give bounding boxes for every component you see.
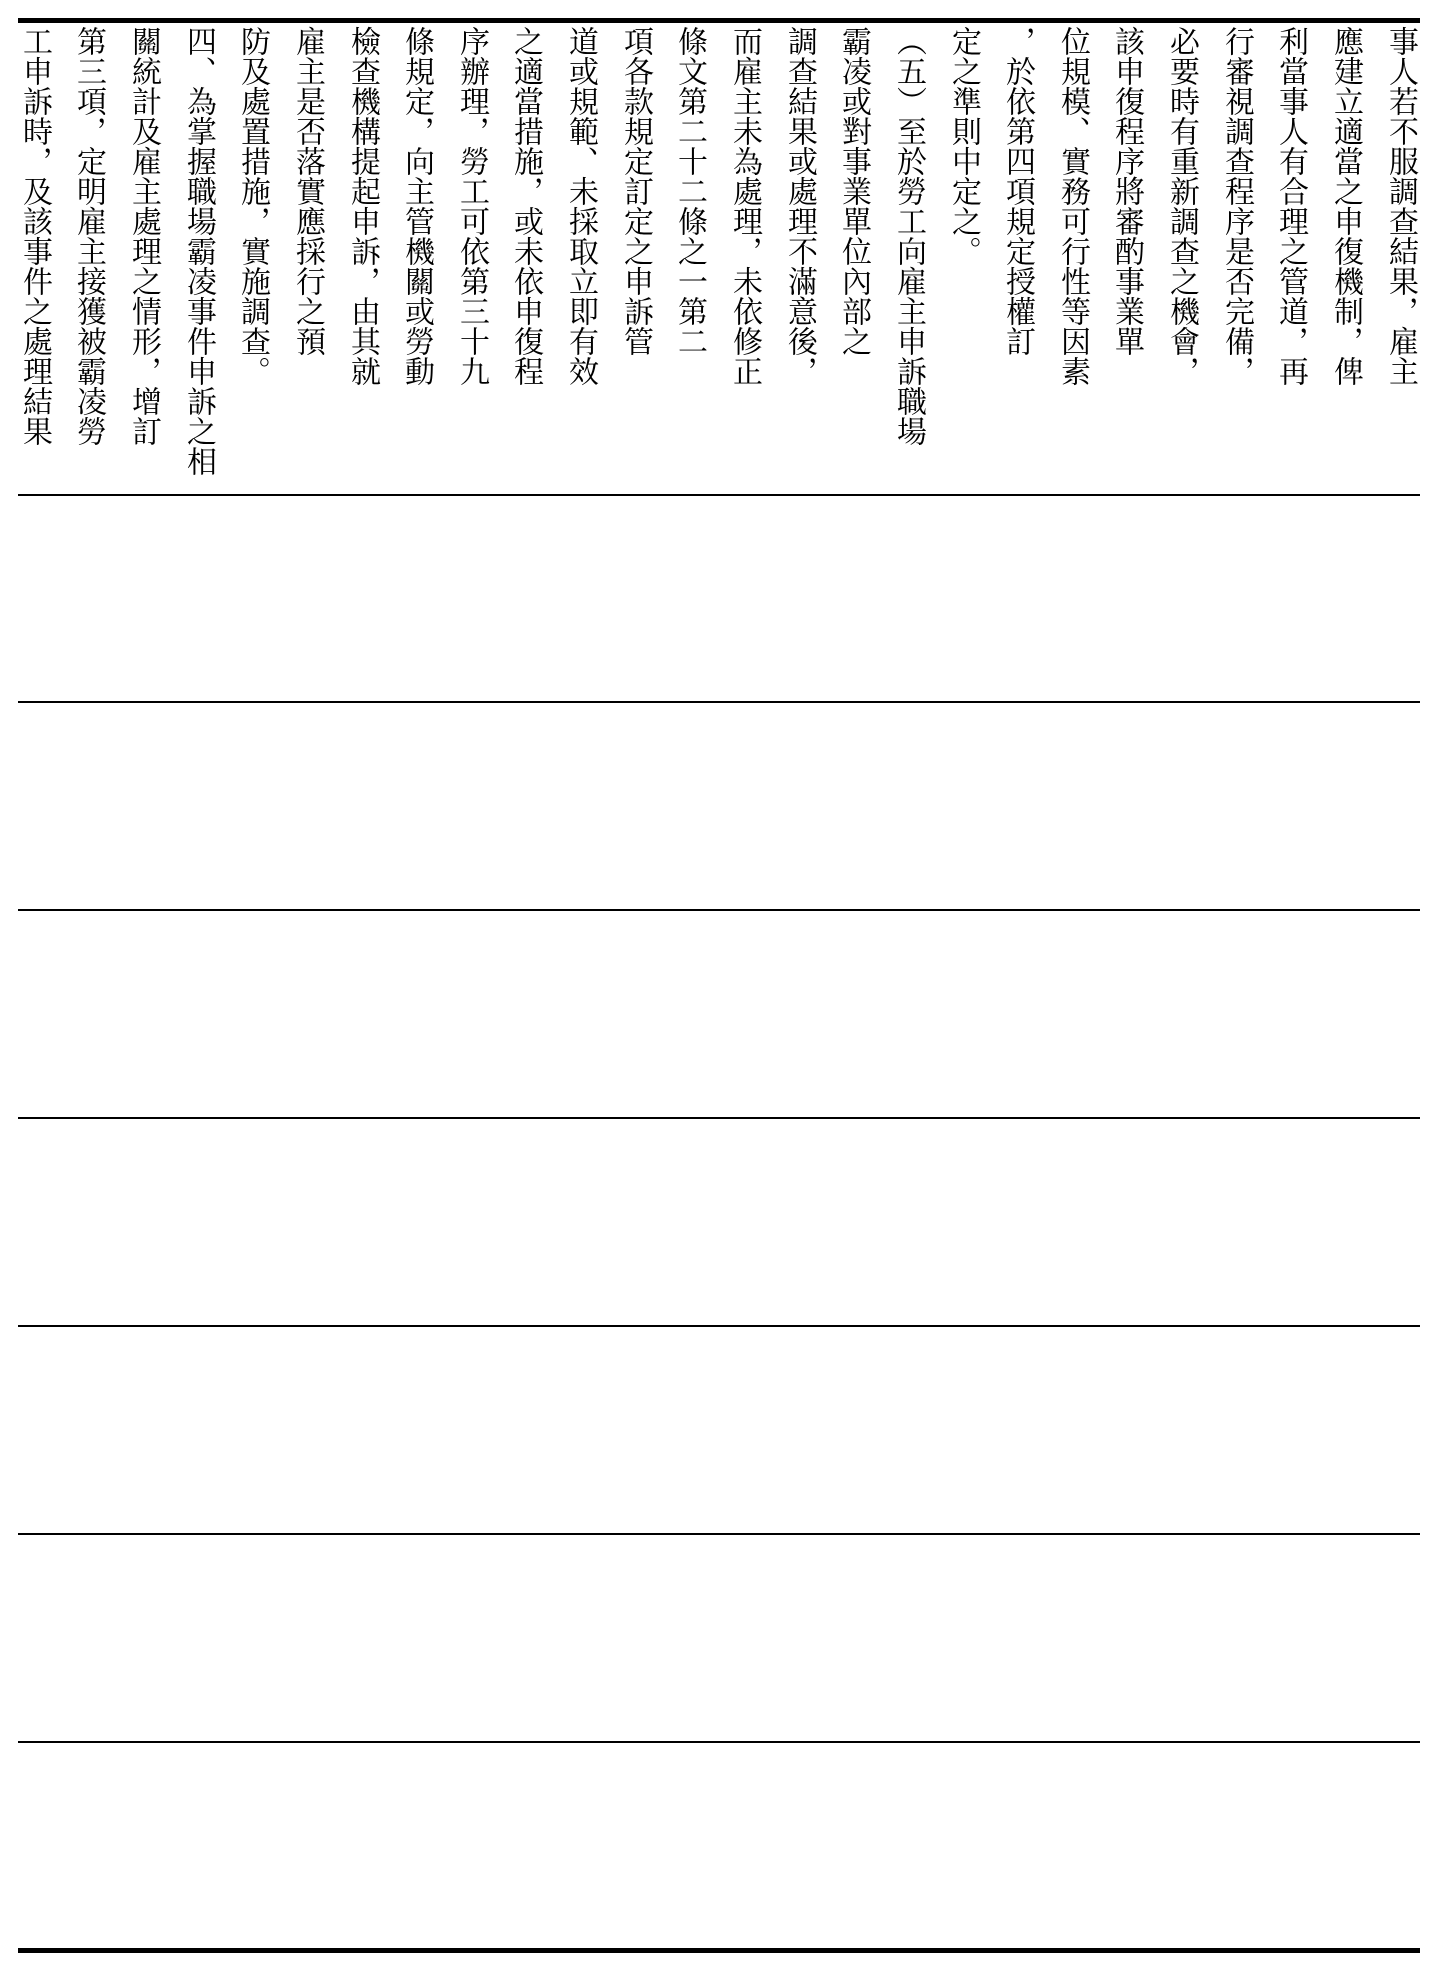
text-column-3: 利當事人有合理之管道，再	[1273, 26, 1308, 386]
text-column-21: 雇主是否落實應採行之預	[290, 26, 325, 356]
text-column-18: 序辦理，勞工可依第三十九	[454, 26, 489, 386]
vertical-text-block	[18, 26, 1420, 494]
text-column-8: ，於依第四項規定授權訂	[1000, 26, 1035, 356]
text-column-11: 霸凌或對事業單位內部之	[836, 26, 871, 356]
text-column-20: 檢查機構提起申訴，由其就	[345, 26, 380, 386]
ruled-line-7	[18, 1741, 1420, 1743]
text-column-9: 定之準則中定之。	[946, 26, 981, 266]
text-column-15: 項各款規定訂定之申訴管	[618, 26, 653, 356]
text-column-25: 第三項，定明雇主接獲被霸凌勞	[71, 26, 106, 446]
bottom-border-rule	[18, 1948, 1420, 1953]
text-column-10: （五）至於勞工向雇主申訴職場	[891, 26, 926, 446]
ruled-line-3	[18, 909, 1420, 911]
text-column-4: 行審視調查程序是否完備，	[1219, 26, 1254, 386]
text-column-1: 事人若不服調查結果，雇主	[1383, 26, 1418, 386]
ruled-line-1	[18, 494, 1420, 496]
ruled-line-6	[18, 1533, 1420, 1535]
text-column-22: 防及處置措施，實施調查。	[235, 26, 270, 386]
top-border-rule	[18, 18, 1420, 23]
text-column-5: 必要時有重新調查之機會，	[1164, 26, 1199, 386]
ruled-line-4	[18, 1117, 1420, 1119]
ruled-line-5	[18, 1325, 1420, 1327]
text-column-13: 而雇主未為處理，未依修正	[727, 26, 762, 386]
text-column-23: 四、為掌握職場霸凌事件申訴之相	[181, 26, 216, 476]
text-column-26: 工申訴時，及該事件之處理結果	[17, 26, 52, 446]
ruled-line-2	[18, 701, 1420, 703]
text-column-16: 道或規範、未採取立即有效	[563, 26, 598, 386]
text-column-24: 關統計及雇主處理之情形，增訂	[126, 26, 161, 446]
text-column-19: 條規定，向主管機關或勞動	[399, 26, 434, 386]
text-column-12: 調查結果或處理不滿意後，	[782, 26, 817, 386]
text-column-7: 位規模、實務可行性等因素	[1055, 26, 1090, 386]
text-column-17: 之適當措施，或未依申復程	[508, 26, 543, 386]
text-column-6: 該申復程序將審酌事業單	[1109, 26, 1144, 356]
text-column-2: 應建立適當之申復機制，俾	[1328, 26, 1363, 386]
text-column-14: 條文第二十二條之一第二	[672, 26, 707, 356]
